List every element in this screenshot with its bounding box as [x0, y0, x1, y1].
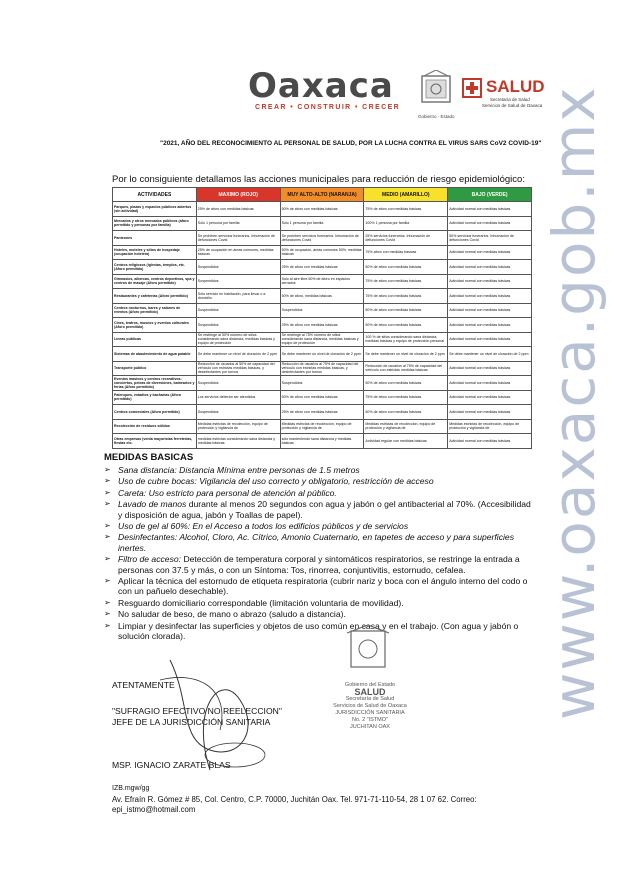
item-text: Detección de temperatura corporal y sintomáticos respiratorios, se restringe la entrada a personas con 37.5 y más, o con un Síntoma: Tos, rinorrea, conjuntivitis, estornudo, cefalea. — [118, 554, 520, 575]
level-cell: Sólo servicio en habitación, para llevar o a domicilio — [196, 289, 280, 304]
arrow-bullet-icon: ➢ — [104, 487, 111, 497]
activity-cell: Centros nocturnos, bares y salones de eventos (Aforo permitido) — [113, 303, 197, 318]
list-item — [104, 554, 534, 575]
header-bajo: BAJO (VERDE) — [448, 188, 532, 202]
level-cell: Se restringe al 50% número de sitios considerando sana distancia, medidas básicas y equipo de protección — [196, 332, 280, 347]
level-cell: 50% de aforo con medidas básicas — [364, 318, 448, 333]
arrow-bullet-icon: ➢ — [104, 476, 111, 486]
level-cell: 75% de aforo con medidas básicas — [364, 202, 448, 217]
list-item — [104, 499, 534, 520]
level-cell: Actividad normal con medidas básicas — [448, 405, 532, 420]
list-item — [104, 488, 534, 498]
table-row — [113, 405, 532, 420]
list-item — [104, 576, 534, 597]
level-cell: Suspendidos — [196, 260, 280, 275]
arrow-bullet-icon: ➢ — [104, 521, 111, 531]
level-cell: 50% de aforo con medidas básicas — [364, 260, 448, 275]
level-cell: Actividad normal con medidas básicas — [448, 434, 532, 449]
email: epi_istmo@hotmail.com — [112, 805, 196, 814]
level-cell: Actividad normal con medidas básicas — [448, 260, 532, 275]
salud-sub-2: Servicios de Salud de Oaxaca — [482, 103, 543, 108]
risk-table — [112, 187, 532, 449]
level-cell: 50% de aforo con medidas básicas — [364, 303, 448, 318]
item-text: Resguardo domiciliario correspondable (limitación voluntaria de movilidad). — [118, 597, 404, 608]
level-cell: Actividad regular con medidas básicas — [364, 434, 448, 449]
level-cell: Los servicios deberán ser atendidos — [196, 390, 280, 405]
level-cell: Se debe mantener un nivel de cloración de 2 ppm — [364, 347, 448, 362]
item-lead: Uso de cubre bocas: — [118, 476, 200, 487]
arrow-bullet-icon: ➢ — [104, 597, 111, 607]
level-cell: Actividad normal con medidas básicas — [448, 289, 532, 304]
level-cell: 50% servicios funerarios. Inhumación de defunciones Covid — [448, 231, 532, 246]
level-cell: Actividad normal con medidas básicas — [448, 376, 532, 391]
level-cell: 50% de aforo con medidas básicas — [364, 376, 448, 391]
list-item — [104, 598, 534, 608]
stamp-line-5: JURISDICCIÓN SANITARIA — [335, 710, 405, 716]
arrow-bullet-icon: ➢ — [104, 499, 111, 509]
level-cell: 50% de aforo, medidas básicas — [280, 289, 364, 304]
level-cell: Medidas estrictas de recolección, equipo de protección y vigilancia de — [448, 419, 532, 434]
list-item — [104, 532, 534, 553]
activity-cell: Parques, plazas y espacios públicos abiertos (sin actividad) — [113, 202, 197, 217]
level-cell: 75% de aforo con medidas básicas — [364, 289, 448, 304]
level-cell: 25% servicios funerarios. Inhumación de defunciones Covid — [364, 231, 448, 246]
table-row — [113, 332, 532, 347]
stamp-text — [320, 682, 420, 731]
item-text: No saludar de beso, de mano o abrazo (saludo a distancia). — [118, 609, 346, 620]
table-row — [113, 245, 532, 260]
item-text: En el Acceso a todos los edificios públicos y de servicios — [192, 521, 409, 532]
stamp-line-3: Secretaría de Salud — [345, 696, 395, 702]
medidas-title: MEDIDAS BASICAS — [104, 452, 194, 463]
signer-role: JEFE DE LA JURISDICCIÓN SANITARIA — [112, 717, 271, 727]
activity-cell: Gimnasios, albercas, centros deportivos, spa y centros de masaje (Aforo permitido) — [113, 274, 197, 289]
item-text: Uso estricto para personal de atención al público. — [148, 487, 337, 498]
table-row — [113, 361, 532, 376]
table-row — [113, 216, 532, 231]
gov-label: Gobierno · Estado — [418, 114, 455, 119]
activity-cell: Restaurantes y cafeterías (Aforo permitido) — [113, 289, 197, 304]
item-lead: Desinfectantes: — [118, 532, 180, 543]
level-cell: Actividad normal con medidas básicas — [448, 318, 532, 333]
item-lead: Uso de gel al 60%: — [118, 521, 193, 532]
table-row — [113, 434, 532, 449]
level-cell: Actividad normal con medidas básicas — [448, 202, 532, 217]
stamp-line-2: SALUD — [354, 687, 386, 697]
level-cell: Sólo 1 persona por familia — [280, 216, 364, 231]
item-text: Alcohol, Cloro, Ac. Cítrico, Amonio Cuaternario, en tapetes de acceso y para superficies inertes. — [118, 532, 514, 553]
level-cell: Medidas estrictas de recolección, equipo de protección y vigilancia de — [364, 419, 448, 434]
level-cell: Se restringe al 75% número de sitios considerando sana distancia, medidas básicas y equipo de protección — [280, 332, 364, 347]
salud-sub-1: Secretaría de Salud — [490, 97, 530, 102]
level-cell: Suspendidos — [280, 376, 364, 391]
level-cell: Solo al aire libre.50% de aforo en espacios cerrados — [280, 274, 364, 289]
table-row — [113, 318, 532, 333]
level-cell: Reducción de usuarios al 75% de capacidad del vehículo con estrictas medidas básicas — [364, 361, 448, 376]
closing: ATENTAMENTE — [112, 680, 175, 690]
header-muy-alto: MUY ALTO-ALTO (NARANJA) — [280, 188, 364, 202]
level-cell: 50% de aforo con medidas básicas — [280, 202, 364, 217]
level-cell: Suspendidos — [196, 376, 280, 391]
arrow-bullet-icon: ➢ — [104, 620, 111, 630]
activity-cell: Panteones — [113, 231, 197, 246]
signer-name: MSP. IGNACIO ZARATE BLAS — [112, 760, 231, 770]
level-cell: Reducción de usuarios al 50% de capacidad del vehículo con estrictas medidas básicas, y desinfectantes por turnos — [196, 361, 280, 376]
activity-cell: Recolección de residuos sólidos — [113, 419, 197, 434]
level-cell: Actividad normal con medidas básicas — [448, 274, 532, 289]
activity-cell: Líneas públicas — [113, 332, 197, 347]
stamp-line-6: No. 2 "ISTMO" — [352, 717, 388, 723]
level-cell: Actividad normal con medidas básicas — [448, 216, 532, 231]
salud-title: SALUD — [486, 77, 545, 96]
activity-cell: Hoteles, moteles y sitios de hospedaje (ocupación hotelera) — [113, 245, 197, 260]
level-cell: Medidas estrictas de recolección, equipo de protección y vigilancia de — [280, 419, 364, 434]
list-item — [104, 609, 534, 619]
activity-cell: Centros comerciales (Aforo permitido) — [113, 405, 197, 420]
level-cell: 75% de aforo con medidas básicas — [364, 390, 448, 405]
level-cell: Suspendidos — [196, 318, 280, 333]
level-cell: Sólo 1 persona por familia — [196, 216, 280, 231]
address: Av. Efraín R. Gómez # 85, Col. Centro, C.P. 70000, Juchitán Oax. Tel. 971-71-110-54, 28 1 07 62. Correo: — [112, 795, 477, 804]
item-lead: Careta: — [118, 487, 149, 498]
item-lead: Sana distancia: — [118, 465, 180, 475]
level-cell: Medidas estrictas de recolección, equipo de protección y vigilancia de — [196, 419, 280, 434]
header-medio: MEDIO (AMARILLO) — [364, 188, 448, 202]
level-cell: 25% de aforo con medidas básicas — [280, 318, 364, 333]
item-text: durante al menos 20 segundos con agua y jabón o gel antibacterial al 70%. (Accesibilidad y disposición de agua, jabón y Toallas de papel). — [118, 499, 531, 520]
list-item — [104, 621, 534, 642]
table-row — [113, 303, 532, 318]
level-cell: 25% de aforo con medidas básicas — [280, 260, 364, 275]
level-cell: 100 % de sitios considerando sana distancia, medidas básicas y equipo de protección personal — [364, 332, 448, 347]
level-cell: Actividad normal con medidas básicas — [448, 303, 532, 318]
level-cell: Se prohíben servicios funerarios. Inhumación de defunciones Covid — [196, 231, 280, 246]
table-row — [113, 231, 532, 246]
level-cell: 50% de aforo con medidas básicas — [280, 390, 364, 405]
level-cell: 25% de aforo con medidas básicas — [196, 202, 280, 217]
level-cell: Suspendidos — [196, 405, 280, 420]
activity-cell: Mercados y otros mercados públicos (aforo permitido y personas por familia) — [113, 216, 197, 231]
level-cell: Actividad normal con medidas básicas — [448, 245, 532, 260]
activity-cell: Centros religiosos (iglesias, templos, etc. (Aforo permitido) — [113, 260, 197, 275]
activity-cell: Palenques, estadios y bacharias (Aforo permitido) — [113, 390, 197, 405]
level-cell: Se debe mantener un nivel de cloración de 2 ppm — [280, 347, 364, 362]
level-cell: 100% 1 persona por familia — [364, 216, 448, 231]
header-maximo: MAXIMO (ROJO) — [196, 188, 280, 202]
table-row — [113, 274, 532, 289]
activity-cell: Sistemas de abastecimiento de agua potable — [113, 347, 197, 362]
table-row — [113, 419, 532, 434]
level-cell: Se debe mantener un nivel de cloración de 2 ppm — [448, 347, 532, 362]
level-cell: 50% de aforo con medidas básicas — [364, 405, 448, 420]
initials: IZB.mgw/gg — [112, 785, 150, 792]
stamp-line-4: Servicios de Salud de Oaxaca — [333, 703, 407, 709]
level-cell: 50% de ocupación, áreas comunes 50%, medidas básicas — [280, 245, 364, 260]
item-lead: Filtro de acceso: — [118, 554, 184, 565]
header-actividades: ACTIVIDADES — [113, 188, 197, 202]
item-text: Limpiar y desinfectar las superficies y objetos de uso común en casa y en el trabajo. (Con agua y jabón o solución clorada). — [118, 620, 519, 642]
state-seal-icon — [418, 70, 454, 112]
motto: "2021, AÑO DEL RECONOCIMIENTO AL PERSONAL DE SALUD, POR LA LUCHA CONTRA EL VIRUS SARS CoV2 COVID-19" — [160, 140, 542, 147]
list-item — [104, 521, 534, 531]
arrow-bullet-icon: ➢ — [104, 532, 111, 542]
activity-cell: Cines, teatros, museos y eventos culturales (Aforo permitido) — [113, 318, 197, 333]
stamp-seal-icon — [343, 625, 393, 677]
level-cell: Suspendidos — [196, 303, 280, 318]
level-cell: Actividad normal con medidas básicas — [448, 390, 532, 405]
table-row — [113, 376, 532, 391]
arrow-bullet-icon: ➢ — [104, 465, 111, 474]
level-cell: Actividad normal con medidas básicas — [448, 361, 532, 376]
level-cell: 25% de aforo con medidas básicas — [280, 405, 364, 420]
arrow-bullet-icon: ➢ — [104, 576, 111, 586]
level-cell: Reducción de usuarios al 75% de capacidad del vehículo con estrictas medidas básicas, y desinfectantes por turnos — [280, 361, 364, 376]
level-cell: sólo manteniendo sana distancia y medidas básicas — [280, 434, 364, 449]
activity-cell: Transporte público — [113, 361, 197, 376]
table-row — [113, 260, 532, 275]
level-cell: Suspendidos — [196, 274, 280, 289]
salud-logo-icon — [462, 78, 482, 98]
table-row — [113, 390, 532, 405]
activity-cell: Otras empresas (venta mayoristas ferreterías, flestas etc. — [113, 434, 197, 449]
level-cell: 75% aforo con medidas básicas — [364, 245, 448, 260]
slogan: "SUFRAGIO EFECTIVO NO REELECCION" — [112, 706, 282, 716]
item-text: Distancia Mínima entre personas de 1.5 metros — [179, 465, 360, 475]
table-header-row — [113, 188, 532, 202]
arrow-bullet-icon: ➢ — [104, 609, 111, 619]
item-text: Vigilancia del uso correcto y obligatorio, restricción de acceso — [199, 476, 434, 487]
level-cell: 75% de aforo con medidas básicas — [364, 274, 448, 289]
level-cell: 25% de ocupación en áreas comunes, medidas básicas — [196, 245, 280, 260]
handwritten-signature — [150, 640, 290, 780]
activity-cell: Eventos masivos y centros recreativos: conciertos, peleas de diversiones, balnearios y ferias (Aforo permitido) — [114, 376, 195, 389]
medidas-list — [104, 465, 534, 643]
stamp-line-1: Gobierno del Estado — [344, 682, 396, 688]
level-cell: Suspendidos — [280, 303, 364, 318]
level-cell: Se debe mantener un nivel de cloración de 2 ppm — [196, 347, 280, 362]
list-item — [104, 476, 534, 486]
oaxaca-tagline: CREAR • CONSTRUIR • CRECER — [255, 104, 401, 111]
table-row — [113, 202, 532, 217]
stamp-line-7: JUCHITAN OAX — [350, 724, 390, 730]
level-cell: Se prohíben servicios funerarios. Inhumación de defunciones Covid — [280, 231, 364, 246]
item-text: Aplicar la técnica del estornudo de etiqueta respiratoria (cubrir nariz y boca con el ángulo interno del codo o con un pañuelo desechable). — [118, 576, 528, 597]
arrow-bullet-icon: ➢ — [104, 554, 111, 564]
item-lead: Lavado de manos — [118, 499, 189, 510]
table-row — [113, 289, 532, 304]
table-row — [113, 347, 532, 362]
level-cell: medidas estrictas considerando sana distancia y medidas básicas — [196, 434, 280, 449]
intro-text: Por lo consiguiente detallamos las acciones municipales para reducción de riesgo epidemiológico: — [112, 174, 525, 185]
level-cell: Actividad normal con medidas básicas — [448, 332, 532, 347]
oaxaca-logo: Oaxaca — [248, 66, 394, 106]
watermark: www.oaxaca.gob.mx — [540, 85, 608, 720]
list-item — [104, 465, 534, 475]
